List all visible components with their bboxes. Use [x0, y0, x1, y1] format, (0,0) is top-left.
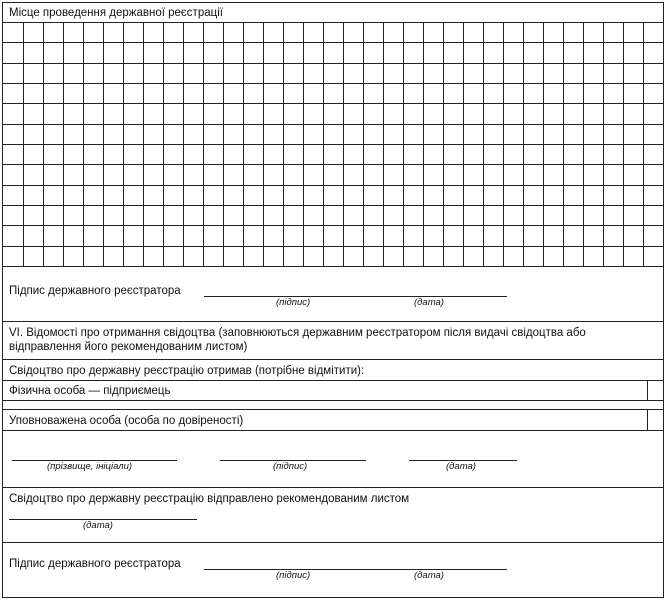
divider — [3, 409, 663, 410]
divider — [3, 266, 663, 267]
sent-by-mail-label: Свідоцтво про державну реєстрацію відправлено рекомендованим листом — [9, 493, 410, 505]
name-caption: (прізвище, ініціали) — [47, 461, 133, 472]
place-label: Місце проведення державної реєстрації — [9, 7, 223, 19]
divider — [3, 359, 663, 360]
divider — [3, 400, 663, 401]
option-individual-checkbox[interactable] — [647, 380, 648, 400]
divider — [3, 487, 663, 488]
signature-line[interactable] — [204, 296, 507, 297]
date-caption: (дата) — [446, 461, 476, 472]
divider — [3, 430, 663, 431]
registrar-signature-label: Підпис державного реєстратора — [9, 558, 181, 570]
signature-caption: (підпис) — [276, 570, 311, 581]
date-caption: (дата) — [83, 520, 113, 531]
grid-cells[interactable] — [3, 22, 663, 266]
divider — [3, 380, 663, 381]
divider — [3, 542, 663, 543]
signature-caption: (підпис) — [276, 297, 311, 308]
date-caption: (дата) — [414, 570, 444, 581]
signature-caption: (підпис) — [273, 461, 308, 472]
section-vi-title: VI. Відомості про отримання свідоцтва (заповнюються державним реєстратором після видачі свідоцтва або відправлення його рекомендованим листом) — [9, 327, 586, 353]
place-letter-grid[interactable] — [3, 22, 663, 266]
signature-line[interactable] — [204, 569, 507, 570]
option-authorized-label: Уповноважена особа (особа по довіреності) — [9, 415, 244, 427]
option-individual-label: Фізична особа — підприємець — [9, 385, 171, 397]
divider — [3, 321, 663, 322]
registrar-signature-label: Підпис державного реєстратора — [9, 285, 181, 297]
option-authorized-checkbox[interactable] — [647, 409, 648, 430]
registration-form — [2, 2, 664, 598]
received-label: Свідоцтво про державну реєстрацію отримав (потрібне відмітити): — [9, 365, 365, 377]
date-caption: (дата) — [414, 297, 444, 308]
